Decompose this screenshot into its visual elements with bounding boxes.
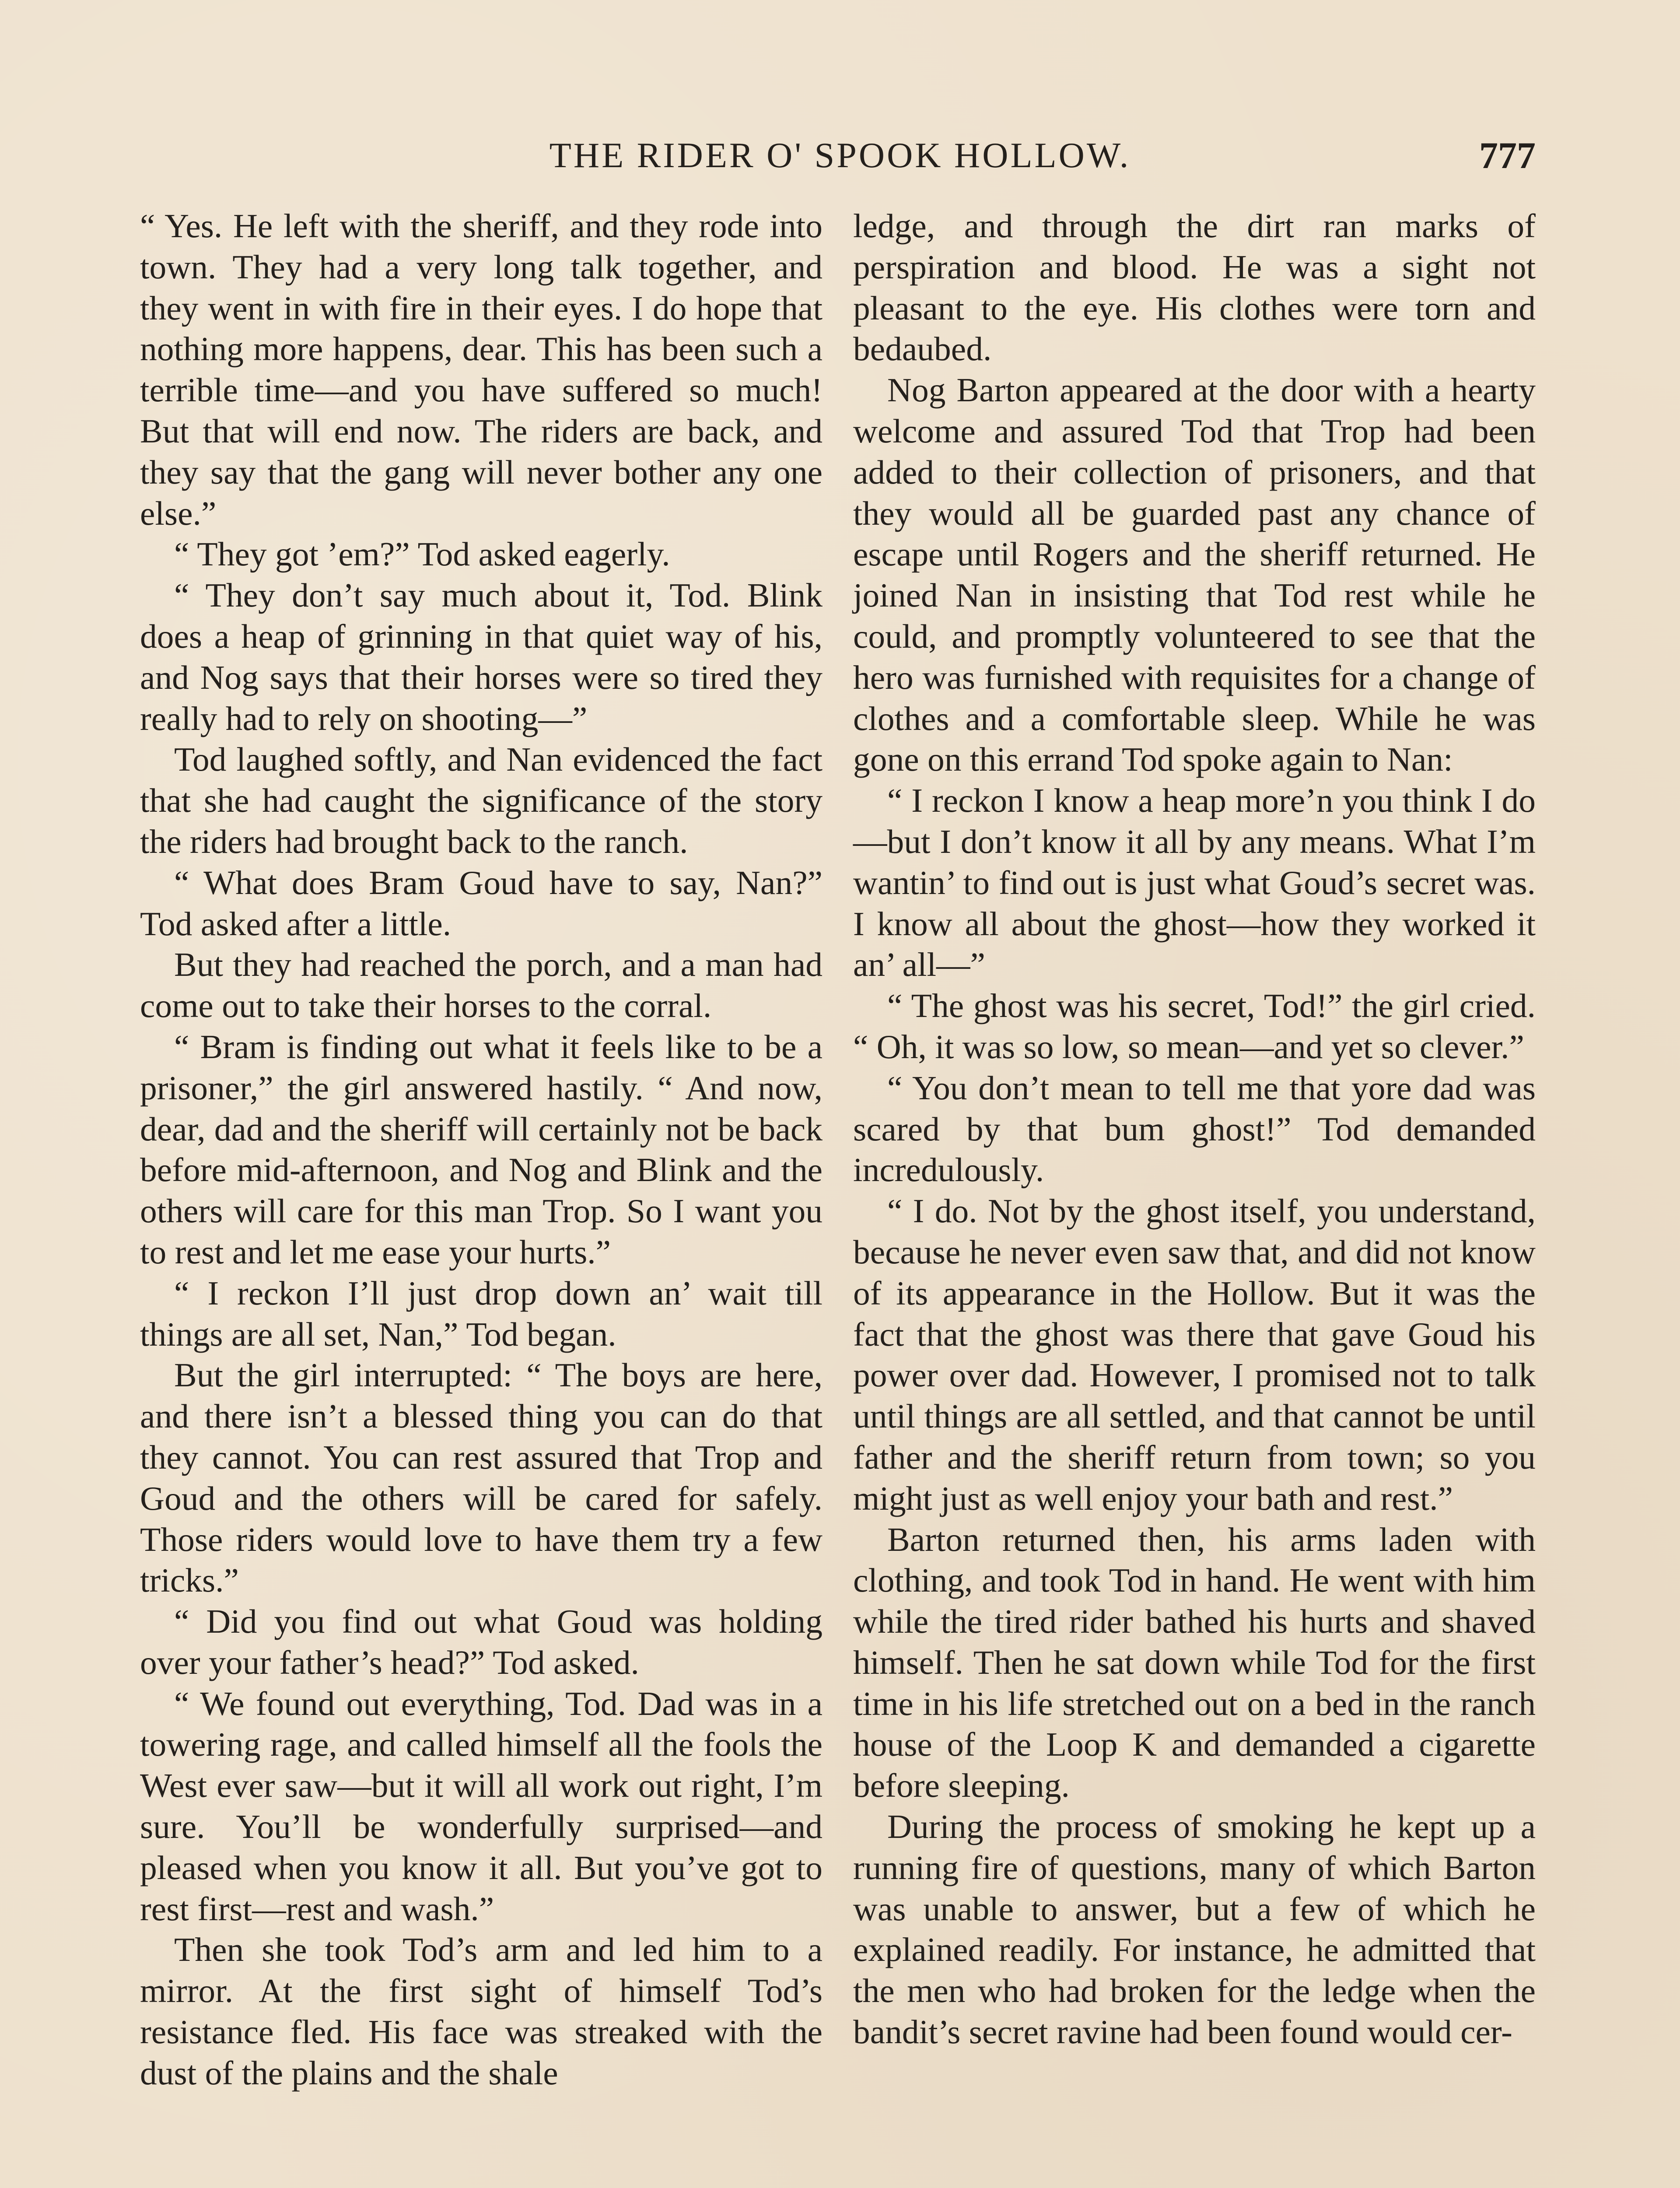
paragraph: Tod laughed softly, and Nan evidenced the fact that she had caught the significance of the story the riders had brought back to the ranch. (140, 740, 822, 860)
paragraph: “ I reckon I know a heap more’n you think I do—but I don’t know it all by any means. What I’m wantin’ to find out is just what Goud’s secret was. I know all about the ghost—how they worked it an’ all—” (853, 782, 1536, 984)
page-number: 777 (1479, 134, 1536, 176)
paragraph: “ They got ’em?” Tod asked eagerly. (174, 535, 670, 573)
paragraph: “ You don’t mean to tell me that yore dad was scared by that bum ghost!” Tod demanded incredulously. (853, 1069, 1536, 1189)
paragraph: “ The ghost was his secret, Tod!” the girl cried. “ Oh, it was so low, so mean—and yet so clever.” (853, 987, 1536, 1066)
paragraph: Nog Barton appeared at the door with a hearty welcome and assured Tod that Trop had been added to their collection of prisoners, and that they would all be guarded past any chance of escape until Rogers and the sheriff returned. He joined Nan in insisting that Tod rest while he could, and promptly volunteered to see that the hero was furnished with requisites for a change of clothes and a comfortable sleep. While he was gone on this errand Tod spoke again to Nan: (853, 371, 1536, 778)
paragraph: “ What does Bram Goud have to say, Nan?” Tod asked after a little. (140, 863, 822, 943)
paragraph: “ Yes. He left with the sheriff, and they rode into town. They had a very long talk together, and they went in with fire in their eyes. I do hope that nothing more happens, dear. This has been such a terrible time—and you have suffered so much! But that will end now. The riders are back, and they say that the gang will never bother any one else.” (140, 207, 822, 532)
paragraph: But the girl interrupted: “ The boys are here, and there isn’t a blessed thing you can do that they cannot. You can rest assured that Trop and Goud and the others will be cared for safely. Those riders would love to have them try a few tricks.” (140, 1356, 822, 1599)
paragraph: “ Did you find out what Goud was holding over your father’s head?” Tod asked. (140, 1602, 822, 1681)
paragraph: Barton returned then, his arms laden with clothing, and took Tod in hand. He went with him while the tired rider bathed his hurts and shaved himself. Then he sat down while Tod for the first time in his life stretched out on a bed in the ranch house of the Loop K and demanded a cigarette before sleeping. (853, 1520, 1536, 1805)
paragraph: “ I do. Not by the ghost itself, you understand, because he never even saw that, and did not know of its appearance in the Hollow. But it was the fact that the ghost was there that gave Goud his power over dad. However, I promised not to talk until things are all settled, and that cannot be until father and the sheriff return from town; so you might just as well enjoy your bath and rest.” (853, 1192, 1536, 1517)
paragraph: Then she took Tod’s arm and led him to a mirror. At the first sight of himself Tod’s resistance fled. His face was streaked with the dust of the plains and the shale (140, 1931, 822, 2092)
paragraph: “ They don’t say much about it, Tod. Blink does a heap of grinning in that quiet way of his, and Nog says that their horses were so tired they really had to rely on shooting—” (140, 576, 822, 737)
right-column (853, 206, 1536, 2053)
paragraph: “ I reckon I’ll just drop down an’ wait till things are all set, Nan,” Tod began. (140, 1274, 822, 1353)
paragraph-continuation: ledge, and through the dirt ran marks of perspiration and blood. He was a sight not pleasant to the eye. His clothes were torn and bedaubed. (853, 207, 1536, 368)
paragraph: But they had reached the porch, and a man had come out to take their horses to the corral. (140, 946, 822, 1025)
paragraph: “ We found out everything, Tod. Dad was in a towering rage, and called himself all the fools the West ever saw—but it will all work out right, I’m sure. You’ll be wonderfully surprised—and pleased when you know it all. But you’ve got to rest first—rest and wash.” (140, 1684, 822, 1928)
left-column (140, 206, 822, 2094)
paragraph: “ Bram is finding out what it feels like to be a prisoner,” the girl answered hastily. “ And now, dear, dad and the sheriff will certainly not be back before mid-afternoon, and Nog and Blink and the others will care for this man Trop. So I want you to rest and let me ease your hurts.” (140, 1027, 822, 1271)
running-title: THE RIDER O' SPOOK HOLLOW. (549, 135, 1131, 175)
paragraph: During the process of smoking he kept up a running fire of questions, many of which Barton was unable to answer, but a few of which he explained readily. For instance, he admitted that the men who had broken for the ledge when the bandit’s secret ravine had been found would cer- (853, 1808, 1536, 2051)
running-header (140, 131, 1540, 179)
